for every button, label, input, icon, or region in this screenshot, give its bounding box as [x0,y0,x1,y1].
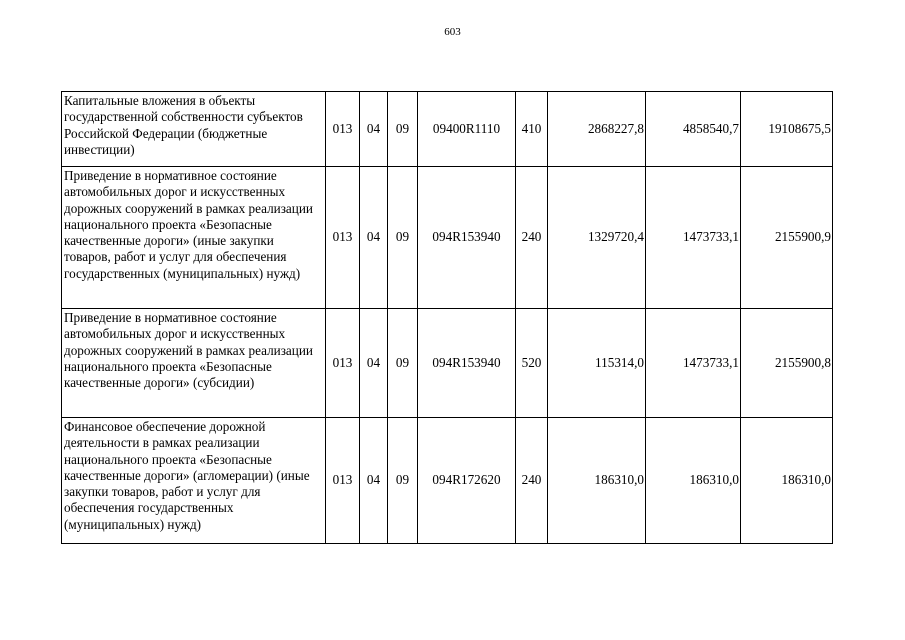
amount-year-3: 186310,0 [741,418,833,544]
amount-year-1: 186310,0 [548,418,646,544]
subsection-code: 09 [388,309,418,418]
amount-year-1: 2868227,8 [548,92,646,167]
page-number: 603 [444,26,461,38]
amount-year-2: 4858540,7 [646,92,741,167]
amount-year-3: 2155900,8 [741,309,833,418]
section-code: 04 [360,309,388,418]
table-row [62,167,833,309]
table-row [62,309,833,418]
subsection-code: 09 [388,92,418,167]
ministry-code: 013 [326,167,360,309]
subsection-code: 09 [388,418,418,544]
row-description: Финансовое обеспечение дорожной деятельности в рамках реализации национального проекта «Безопасные качественные дороги» (агломерации) (иные закупки товаров, работ и услуг для обеспечения государственных (муниципальных) нужд) [62,418,326,544]
section-code: 04 [360,92,388,167]
row-description: Приведение в нормативное состояние автомобильных дорог и искусственных дорожных сооружений в рамках реализации национального проекта «Безопасные качественные дороги» (иные закупки товаров, работ и услуг для обеспечения государственных (муниципальных) нужд) [62,167,326,309]
expense-type-code: 520 [516,309,548,418]
expense-type-code: 240 [516,167,548,309]
target-article-code: 09400R1110 [418,92,516,167]
row-description: Капитальные вложения в объекты государственной собственности субъектов Российской Федерации (бюджетные инвестиции) [62,92,326,167]
expense-type-code: 240 [516,418,548,544]
budget-table [61,91,833,544]
amount-year-2: 1473733,1 [646,309,741,418]
ministry-code: 013 [326,418,360,544]
expense-type-code: 410 [516,92,548,167]
amount-year-2: 1473733,1 [646,167,741,309]
amount-year-2: 186310,0 [646,418,741,544]
target-article-code: 094R153940 [418,309,516,418]
subsection-code: 09 [388,167,418,309]
amount-year-3: 2155900,9 [741,167,833,309]
amount-year-1: 115314,0 [548,309,646,418]
row-description: Приведение в нормативное состояние автомобильных дорог и искусственных дорожных сооружений в рамках реализации национального проекта «Безопасные качественные дороги» (субсидии) [62,309,326,418]
table-row [62,418,833,544]
target-article-code: 094R153940 [418,167,516,309]
amount-year-1: 1329720,4 [548,167,646,309]
table-row [62,92,833,167]
ministry-code: 013 [326,309,360,418]
ministry-code: 013 [326,92,360,167]
amount-year-3: 19108675,5 [741,92,833,167]
target-article-code: 094R172620 [418,418,516,544]
section-code: 04 [360,167,388,309]
section-code: 04 [360,418,388,544]
